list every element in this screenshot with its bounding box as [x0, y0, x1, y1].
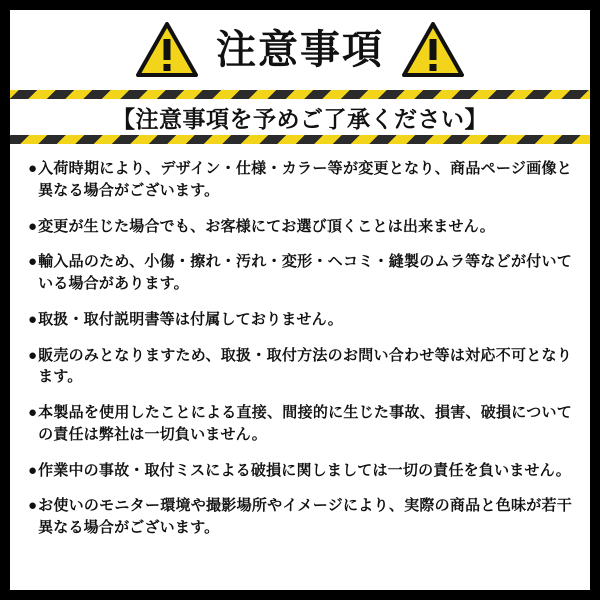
bullet-icon: ● [28, 497, 38, 515]
list-item [28, 158, 572, 202]
note-text: 輸入品のため、小傷・擦れ・汚れ・変形・ヘコミ・縫製のムラ等などが付いている場合があります。 [38, 253, 572, 292]
warning-triangle-icon [402, 22, 464, 78]
note-text: 取扱・取付説明書等は付属しておりません。 [38, 310, 343, 328]
frame-border-left [0, 0, 10, 600]
note-text: 本製品を使用したことによる直接、間接的に生じた事故、損害、破損についての責任は弊社は一切負いません。 [38, 404, 572, 443]
bullet-icon: ● [28, 461, 38, 479]
list-item [28, 495, 572, 539]
note-text: お使いのモニター環境や撮影場所やイメージにより、実際の商品と色味が若干異なる場合がございます。 [38, 497, 572, 536]
list-item [28, 251, 572, 295]
list-item [28, 460, 572, 482]
note-text: 変更が生じた場合でも、お客様にてお選び頂くことは出来ません。 [38, 217, 495, 235]
list-item [28, 402, 572, 446]
title-row [10, 10, 590, 90]
list-item [28, 309, 572, 331]
list-item [28, 345, 572, 389]
note-text: 入荷時期により、デザイン・仕様・カラー等が変更となり、商品ページ画像と異なる場合がございます。 [38, 160, 572, 199]
band-heading: 【注意事項を予めご了承ください】 [112, 105, 488, 132]
warning-triangle-icon [136, 22, 198, 78]
frame-border-bottom [0, 590, 600, 600]
bullet-icon: ● [28, 346, 38, 364]
frame-border-right [590, 0, 600, 600]
bullet-icon: ● [28, 160, 38, 177]
note-text: 販売のみとなりますため、取扱・取付方法のお問い合わせ等は対応不可となります。 [38, 346, 572, 386]
list-item [28, 216, 572, 238]
bullet-icon: ● [28, 253, 38, 271]
frame-border-top [0, 0, 600, 10]
note-text: 作業中の事故・取付ミスによる破損に関しましては一切の責任を負いません。 [38, 461, 571, 479]
hazard-stripe-band [10, 90, 590, 144]
band-inner-panel [10, 99, 590, 135]
notes-list [10, 144, 590, 539]
page-title: 注意事項 [216, 28, 384, 72]
notice-content [10, 10, 590, 590]
bullet-icon: ● [28, 310, 38, 328]
bullet-icon: ● [28, 404, 38, 421]
bullet-icon: ● [28, 217, 38, 235]
